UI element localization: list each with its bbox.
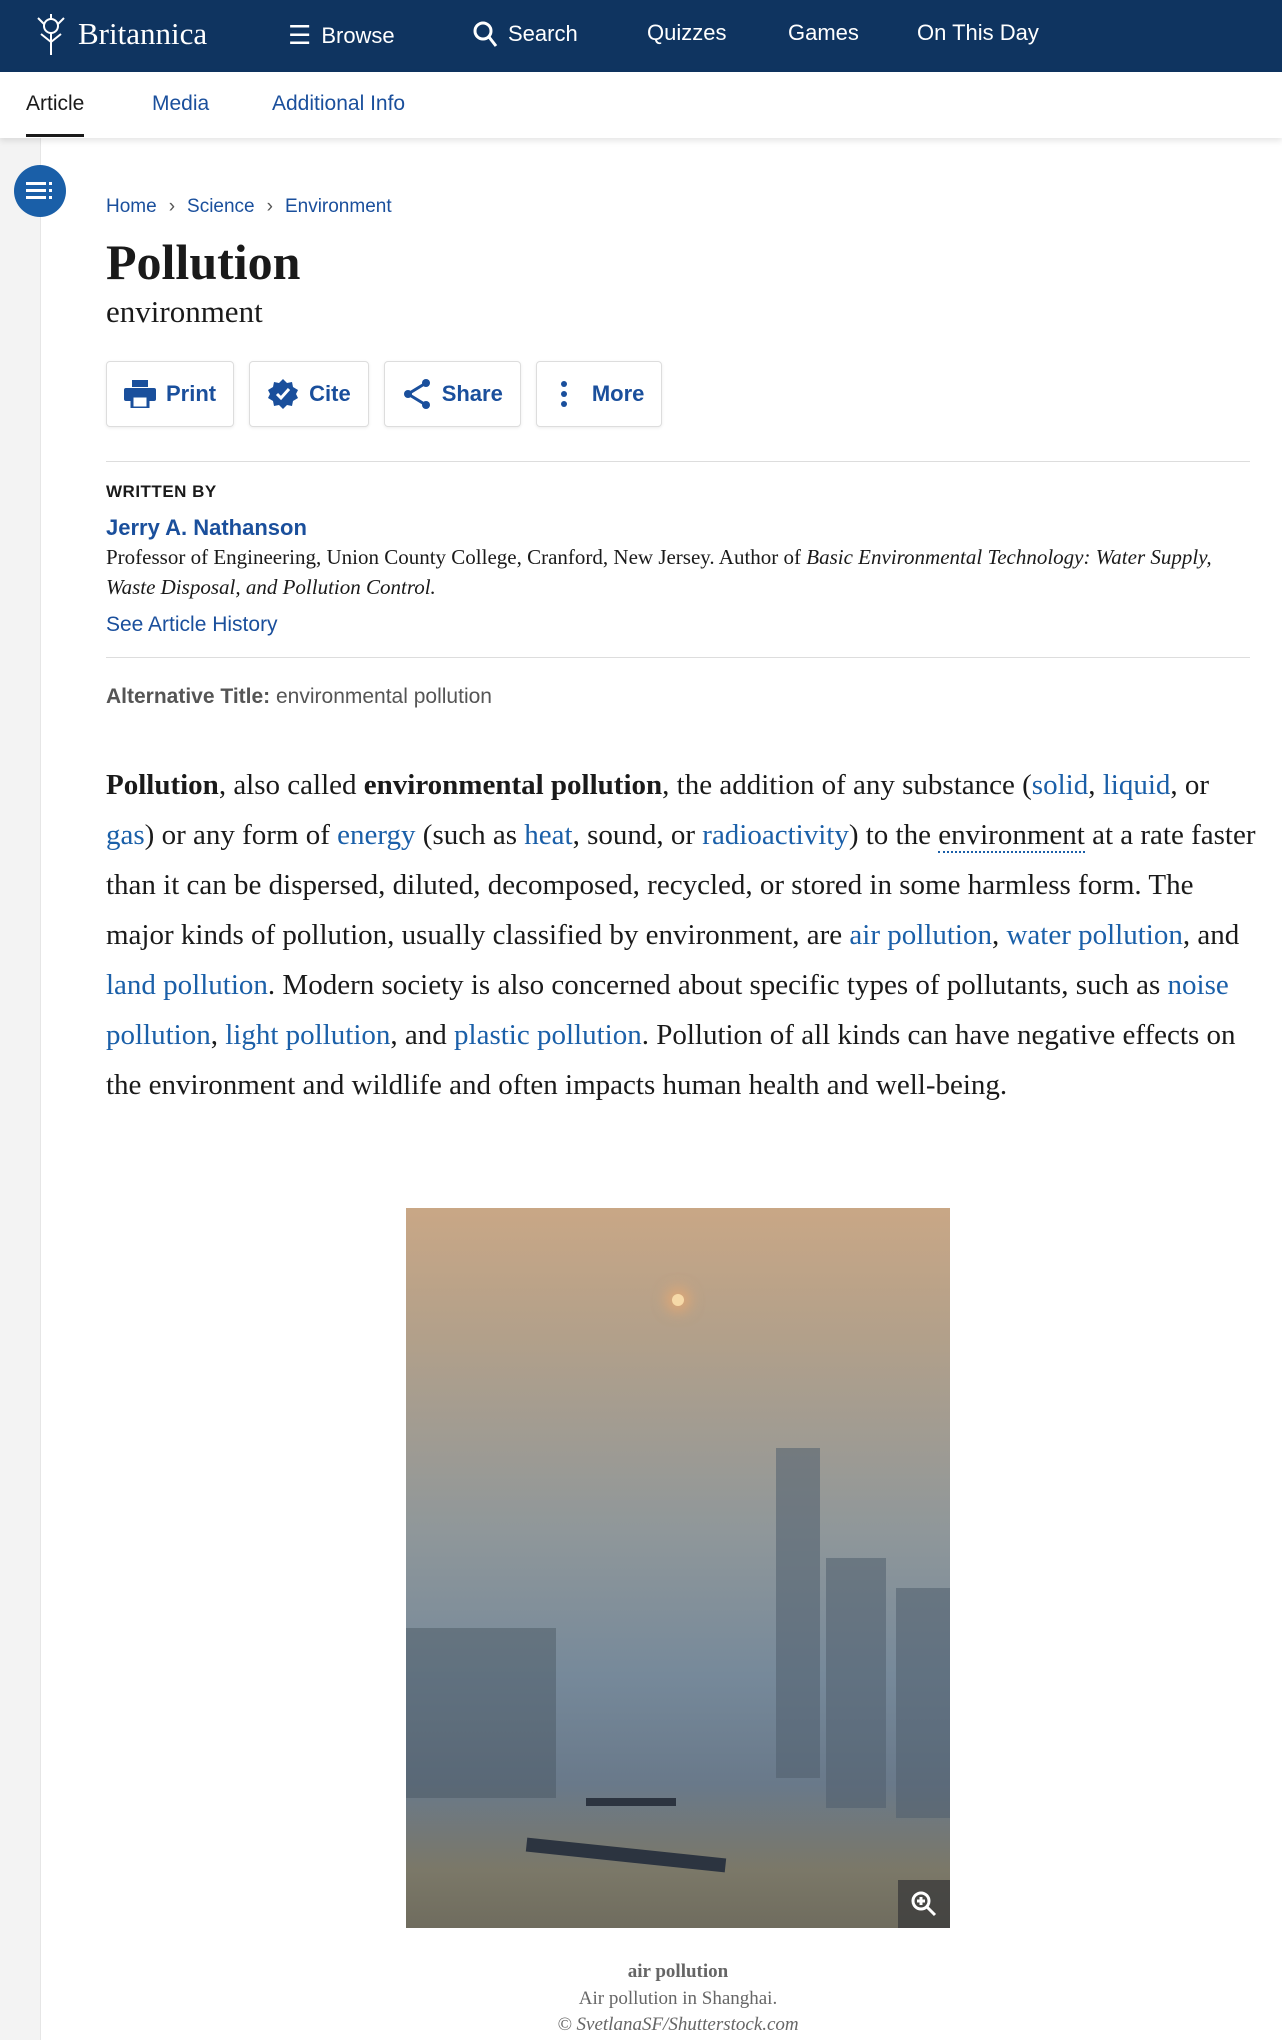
link-solid[interactable]: solid	[1031, 769, 1089, 801]
article-actions	[106, 361, 662, 427]
alternative-title	[106, 685, 492, 709]
page-title: Pollution	[106, 234, 301, 290]
figure-credit: © SvetlanaSF/Shutterstock.com	[557, 2014, 799, 2035]
text: , also called	[218, 769, 364, 801]
written-by-label: WRITTEN BY	[106, 482, 217, 501]
link-noise-pollution[interactable]: noise pollution	[106, 969, 1229, 1051]
link-light-pollution[interactable]: light pollution	[225, 1019, 391, 1051]
chevron-right-icon: ›	[168, 196, 176, 217]
link-liquid[interactable]: liquid	[1102, 769, 1171, 801]
nav-on-this-day[interactable]	[917, 20, 1039, 46]
verified-badge-icon	[267, 378, 299, 410]
text: , the addition of any substance (	[662, 769, 1032, 801]
button-label: More	[591, 381, 645, 406]
brand-name: Britannica	[78, 16, 208, 51]
text: . Modern society is also concerned about specific types of pollutants, such as	[267, 969, 1168, 1001]
text: ) to the	[848, 819, 939, 851]
link-radioactivity[interactable]: radioactivity	[702, 819, 849, 851]
nav-label: Games	[788, 20, 859, 45]
link-water-pollution[interactable]: water pollution	[1006, 919, 1183, 951]
bold-term: environmental pollution	[363, 769, 663, 801]
text: ,	[210, 1019, 226, 1051]
text: ) or any form of	[144, 819, 338, 851]
tab-media[interactable]: Media	[152, 92, 210, 115]
text: ,	[1088, 769, 1103, 801]
breadcrumb-home[interactable]: Home	[106, 196, 157, 217]
thistle-icon	[30, 12, 72, 56]
nav-search[interactable]	[472, 20, 578, 48]
text: , or	[1170, 769, 1210, 801]
tab-additional-info[interactable]: Additional Info	[272, 92, 406, 115]
bold-term: Pollution	[106, 769, 219, 801]
nav-label: Browse	[321, 22, 395, 48]
share-icon	[402, 378, 432, 410]
text: . Pollution of all kinds can have negative effects on the environment and wildlife and often impacts human health and well-being.	[106, 1019, 1236, 1101]
text: , and	[390, 1019, 455, 1051]
nav-label: Quizzes	[647, 20, 727, 45]
more-button[interactable]	[536, 361, 663, 427]
air-pollution-photo[interactable]	[406, 1208, 950, 1928]
button-label: Cite	[309, 381, 351, 406]
breadcrumb	[106, 196, 392, 218]
nav-label: Search	[508, 21, 578, 46]
text: at a rate faster than it can be dispersed, diluted, decomposed, recycled, or stored in some harmless form. The major kinds of pollution, usually classified by environment, are	[106, 819, 1256, 951]
author-link[interactable]: Jerry A. Nathanson	[106, 515, 307, 540]
top-navbar	[0, 0, 1282, 72]
text: ,	[991, 919, 1007, 951]
divider	[106, 657, 1250, 658]
see-article-history-link[interactable]: See Article History	[106, 613, 278, 636]
breadcrumb-science[interactable]: Science	[187, 196, 255, 217]
table-of-contents-button[interactable]	[14, 165, 66, 217]
book-title: Basic Environmental Technology: Water Supply, Waste Disposal, and Pollution Control.	[106, 545, 1212, 599]
nav-browse[interactable]	[288, 20, 395, 51]
divider	[106, 461, 1250, 462]
cite-button[interactable]	[249, 361, 369, 427]
skyscraper	[776, 1448, 820, 1778]
page-subtitle: environment	[106, 294, 263, 329]
link-air-pollution[interactable]: air pollution	[849, 919, 992, 951]
skyscraper	[826, 1558, 886, 1808]
alt-title-value: environmental pollution	[276, 685, 492, 708]
britannica-logo[interactable]	[30, 12, 207, 56]
link-heat[interactable]: heat	[524, 819, 573, 851]
link-energy[interactable]: energy	[337, 819, 416, 851]
left-rail	[0, 138, 41, 2040]
article-intro-paragraph	[106, 760, 1256, 1110]
nav-quizzes[interactable]	[647, 20, 726, 46]
figure-title: air pollution	[627, 1961, 729, 1982]
printer-icon	[124, 380, 156, 408]
text: , sound, or	[572, 819, 703, 851]
search-icon	[472, 20, 498, 48]
tab-article[interactable]: Article	[26, 92, 85, 115]
definition-environment[interactable]: environment	[938, 819, 1085, 851]
hazy-sun	[672, 1294, 684, 1306]
menu-icon: ☰	[288, 20, 312, 50]
article-tabs	[0, 72, 1282, 138]
link-gas[interactable]: gas	[106, 819, 145, 851]
breadcrumb-environment[interactable]: Environment	[284, 196, 392, 217]
alt-title-label: Alternative Title:	[106, 685, 271, 708]
boat	[586, 1798, 676, 1806]
nav-label: On This Day	[917, 20, 1039, 45]
skyscraper	[896, 1588, 950, 1818]
link-land-pollution[interactable]: land pollution	[106, 969, 268, 1001]
list-icon	[26, 181, 54, 201]
city-left	[406, 1628, 556, 1798]
button-label: Print	[166, 381, 217, 406]
link-plastic-pollution[interactable]: plastic pollution	[454, 1019, 642, 1051]
share-button[interactable]	[384, 361, 521, 427]
cargo-ship	[526, 1838, 726, 1873]
chevron-right-icon: ›	[266, 196, 273, 217]
zoom-in-icon	[911, 1891, 937, 1917]
text: , and	[1182, 919, 1240, 951]
nav-games[interactable]	[788, 20, 859, 46]
text: (such as	[415, 819, 525, 851]
author-bio	[106, 542, 1250, 602]
button-label: Share	[441, 381, 503, 406]
more-vertical-icon	[554, 380, 574, 408]
print-button[interactable]	[106, 361, 234, 427]
figure-caption: Air pollution in Shanghai.	[578, 1988, 778, 2009]
zoom-image-button[interactable]	[898, 1880, 950, 1928]
bio-text: Professor of Engineering, Union County College, Cranford, New Jersey. Author of	[106, 545, 807, 569]
